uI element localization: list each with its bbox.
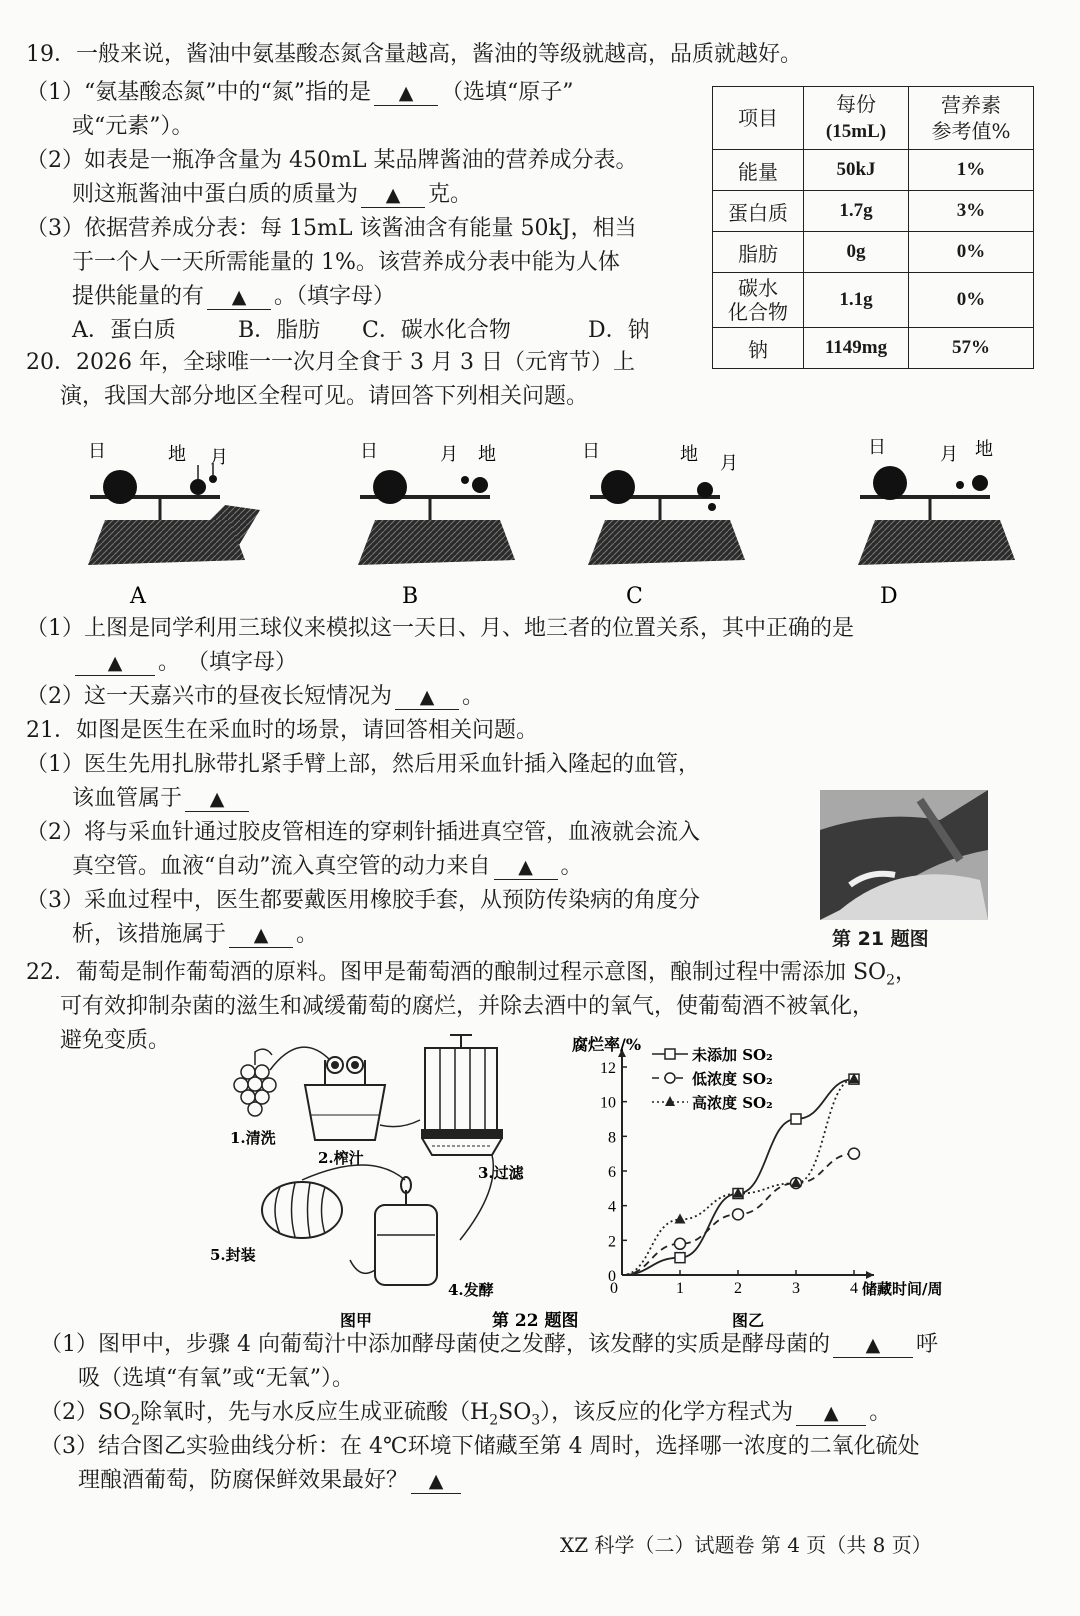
q19-part1: （1）“氨基酸态氮”中的“氮”指的是 ▲ （选填“原子”	[26, 80, 574, 105]
q22-part1: （1）图甲中，步骤 4 向葡萄汁中添加酵母菌使之发酵，该发酵的实质是酵母菌的 ▲ 呼	[40, 1332, 938, 1357]
legend-label: 未添加 SO₂	[692, 1046, 773, 1064]
step-2-label: 2.榨汁	[318, 1149, 364, 1167]
label-earth: 地	[680, 444, 698, 465]
y-axis-label: 腐烂率/%	[572, 1035, 642, 1054]
answer-blank[interactable]: ▲	[833, 1333, 913, 1358]
q22-part1-cont: 吸（选填“有氧”或“无氧”）。	[78, 1366, 354, 1391]
q20-stem-cont: 演，我国大部分地区全程可见。请回答下列相关问题。	[60, 384, 589, 409]
table-header	[713, 87, 1034, 150]
answer-blank[interactable]: ▲	[185, 787, 249, 812]
y-tick-label: 8	[608, 1129, 616, 1147]
answer-blank[interactable]: ▲	[796, 1401, 866, 1426]
y-tick-label: 12	[600, 1060, 616, 1077]
rot-rate-chart	[572, 1030, 980, 1330]
orrery-d[interactable]	[858, 437, 1015, 565]
x-tick-label: 4	[850, 1280, 858, 1297]
data-point-circle	[849, 1148, 860, 1159]
q22-part3-cont: 理酿酒葡萄，防腐保鲜效果最好？ ▲	[78, 1466, 464, 1496]
photo-image	[820, 790, 988, 920]
chart-legend	[652, 1046, 773, 1112]
legend-label: 低浓度 SO₂	[692, 1070, 773, 1088]
legend-marker	[665, 1049, 675, 1059]
orrery-figures	[60, 435, 1060, 615]
x-tick-label: 3	[792, 1280, 800, 1297]
step-1-label: 1.清洗	[230, 1129, 276, 1147]
answer-blank[interactable]: ▲	[361, 183, 425, 208]
option-b[interactable]: B．脂肪	[238, 318, 321, 343]
data-point-square	[675, 1253, 685, 1263]
crusher-icon	[305, 1057, 385, 1140]
q19-part3-line3: 提供能量的有 ▲ 。（填字母）	[72, 284, 396, 309]
q21-stem: 21．如图是医生在采血时的场景，请回答相关问题。	[26, 718, 538, 743]
fig-b-label: 图乙	[732, 1311, 765, 1330]
q19-options	[72, 316, 650, 346]
x-axis-label: 储藏时间/周	[862, 1280, 943, 1298]
label-moon: 月	[210, 447, 228, 468]
x-axis-arrow	[866, 1271, 874, 1279]
q21-part2-cont: 真空管。血液“自动”流入真空管的动力来自 ▲ 。	[72, 854, 583, 879]
fermenter-icon	[375, 1177, 437, 1285]
orrery-a[interactable]	[88, 441, 260, 565]
label-moon: 月	[940, 444, 958, 465]
answer-blank[interactable]: ▲	[229, 923, 293, 948]
step-3-label: 3.过滤	[478, 1164, 524, 1182]
q19-part3-line2: 于一个人一天所需能量的 1%。该营养成分表中能为人体	[72, 250, 620, 275]
label-c: C	[626, 584, 643, 609]
answer-blank[interactable]: ▲	[374, 81, 438, 106]
option-c[interactable]: C．碳水化合物	[362, 318, 511, 343]
q21-part1: （1）医生先用扎脉带扎紧手臂上部，然后用采血针插入隆起的血管，	[26, 752, 700, 777]
blood-draw-photo	[820, 790, 988, 920]
label-earth: 地	[168, 444, 186, 465]
data-point-circle	[675, 1238, 686, 1249]
q22-part3: （3）结合图乙实验曲线分析：在 4℃环境下储藏至第 4 周时，选择哪一浓度的二氧化硫处	[40, 1434, 920, 1459]
y-tick-label: 10	[600, 1094, 616, 1112]
q19-part1-cont: 或“元素”）。	[72, 114, 194, 139]
answer-blank[interactable]: ▲	[75, 651, 155, 676]
q20-part2: （2）这一天嘉兴市的昼夜长短情况为 ▲ 。	[26, 684, 485, 709]
table-row: 能量 50kJ 1%	[713, 150, 1034, 191]
label-sun: 日	[88, 441, 106, 462]
label-moon: 月	[720, 453, 738, 474]
legend-marker	[665, 1096, 675, 1106]
process-diagram	[210, 1030, 580, 1330]
q21-part1-cont: 该血管属于 ▲	[72, 784, 252, 814]
step-4-label: 4.发酵	[448, 1281, 494, 1299]
q22-stem-line3: 避免变质。	[60, 1028, 171, 1053]
header-item: 项目	[713, 87, 804, 150]
y-tick-label: 0	[608, 1268, 616, 1285]
legend-marker	[665, 1073, 675, 1083]
x-tick-label: 1	[676, 1280, 684, 1297]
label-sun: 日	[582, 441, 600, 462]
label-sun: 日	[868, 437, 886, 458]
q19-part3: （3）依据营养成分表：每 15mL 该酱油含有能量 50kJ，相当	[26, 216, 637, 241]
q22-stem: 22．葡萄是制作葡萄酒的原料。图甲是葡萄酒的酿制过程示意图，酿制过程中需添加 $SO_2$，	[26, 960, 918, 989]
q21-part3: （3）采血过程中，医生都要戴医用橡胶手套，从预防传染病的角度分	[26, 888, 700, 913]
q19-part2-cont: 则这瓶酱油中蛋白质的质量为 ▲ 克。	[72, 182, 473, 207]
table-row: 钠 1149mg 57%	[713, 328, 1034, 369]
table-row: 脂肪 0g 0%	[713, 232, 1034, 273]
q21-part2: （2）将与采血针通过胶皮管相连的穿刺针插进真空管，血液就会流入	[26, 820, 700, 845]
q22-part2: $(2)SO_2$除氧时，先与水反应生成亚硫酸$(H_2SO_3)$，该反应的化学方程式为 ▲ 。	[40, 1400, 892, 1429]
answer-blank[interactable]: ▲	[411, 1469, 461, 1494]
answer-blank[interactable]: ▲	[395, 685, 459, 710]
fig-a-label: 图甲	[340, 1311, 373, 1330]
orrery-c[interactable]	[582, 441, 745, 565]
barrel-icon	[262, 1182, 342, 1238]
data-point-square	[791, 1114, 801, 1124]
q19-stem: 19．一般来说，酱油中氨基酸态氮含量越高，酱油的等级就越高，品质就越好。	[26, 42, 802, 67]
data-point-circle	[733, 1209, 744, 1220]
label-sun: 日	[360, 441, 378, 462]
table-row: 碳水 化合物 1.1g 0%	[713, 273, 1034, 328]
header-ref: 营养素 参考值%	[909, 87, 1034, 150]
label-earth: 地	[478, 444, 496, 465]
q19-part2: （2）如表是一瓶净含量为 450mL 某品牌酱油的营养成分表。	[26, 148, 638, 173]
option-d[interactable]: D．钠	[588, 318, 650, 343]
fig22-caption: 第 22 题图	[492, 1311, 579, 1331]
q21-part3-cont: 析，该措施属于 ▲ 。	[72, 922, 319, 947]
y-tick-label: 4	[608, 1198, 616, 1216]
nutrition-table	[712, 86, 1034, 369]
orrery-b[interactable]	[358, 441, 515, 565]
label-moon: 月	[440, 444, 458, 465]
label-b: B	[402, 584, 419, 609]
step-5-label: 5.封装	[210, 1246, 256, 1264]
y-tick-label: 2	[608, 1233, 616, 1251]
q20-part1-cont: ▲ 。 （填字母）	[72, 648, 297, 678]
x-tick-label: 0	[610, 1280, 618, 1297]
label-earth: 地	[975, 439, 993, 460]
label-a: A	[130, 584, 146, 609]
header-serving: 每份 (15mL)	[804, 87, 909, 150]
q22-stem-line2: 可有效抑制杂菌的滋生和减缓葡萄的腐烂，并除去酒中的氧气，使葡萄酒不被氧化，	[60, 994, 875, 1019]
table-row: 蛋白质 1.7g 3%	[713, 191, 1034, 232]
filter-press-icon	[422, 1035, 502, 1155]
fig21-caption: 第 21 题图	[832, 928, 929, 950]
answer-blank[interactable]: ▲	[494, 855, 558, 880]
q20-part1: （1）上图是同学利用三球仪来模拟这一天日、月、地三者的位置关系，其中正确的是	[26, 616, 854, 641]
q20-stem: 20．2026 年，全球唯一一次月全食于 3 月 3 日（元宵节）上	[26, 350, 635, 375]
answer-blank[interactable]: ▲	[207, 285, 271, 310]
x-tick-label: 2	[734, 1280, 742, 1297]
label-d: D	[880, 584, 898, 609]
legend-label: 高浓度 SO₂	[692, 1094, 773, 1112]
y-tick-label: 6	[608, 1164, 616, 1181]
data-point-triangle	[675, 1214, 686, 1224]
option-a[interactable]: A．蛋白质	[72, 318, 176, 343]
page-footer: XZ 科学（二）试题卷 第 4 页（共 8 页）	[560, 1533, 932, 1557]
grapes-icon	[234, 1049, 276, 1116]
